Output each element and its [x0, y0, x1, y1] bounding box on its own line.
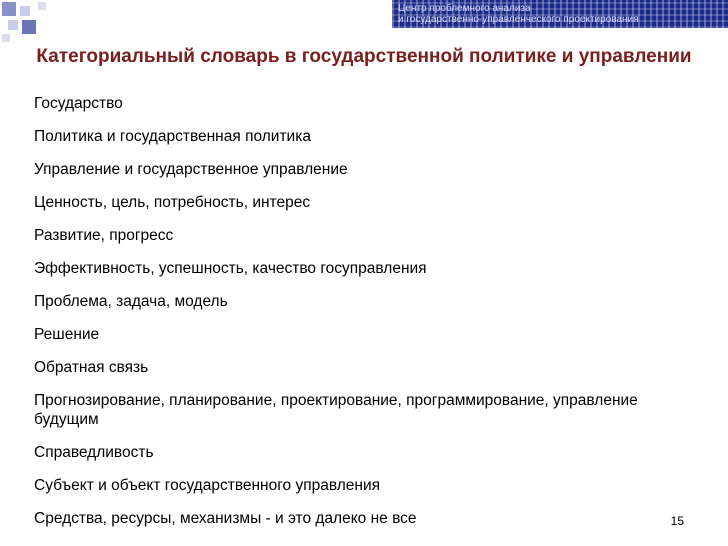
organization-line-2: и государственно-управленческого проектирования: [398, 14, 639, 25]
list-item: Обратная связь: [34, 359, 149, 376]
page-number: 15: [670, 514, 684, 528]
list-item: Прогнозирование, планирование, проектирование, программирование, управление будущим: [34, 392, 638, 428]
organization-name: [398, 3, 639, 25]
list-item: Управление и государственное управление: [34, 161, 348, 178]
list-item: Эффективность, успешность, качество госуправления: [34, 260, 427, 277]
list-item: Государство: [34, 95, 123, 112]
list-item: Развитие, прогресс: [34, 227, 174, 244]
list-item: Субъект и объект государственного управления: [34, 477, 381, 494]
list-item: Решение: [34, 326, 100, 343]
list-item: Справедливость: [34, 444, 154, 461]
item-list: [34, 94, 674, 542]
list-item: Проблема, задача, модель: [34, 293, 228, 310]
list-item: Ценность, цель, потребность, интерес: [34, 194, 311, 211]
decorative-squares: [0, 0, 60, 50]
organization-line-1: Центр проблемного анализа: [398, 3, 531, 14]
slide-title: Категориальный словарь в государственной политике и управлении: [36, 46, 692, 67]
list-item: Политика и государственная политика: [34, 128, 311, 145]
list-item: Средства, ресурсы, механизмы - и это далеко не все: [34, 510, 417, 527]
